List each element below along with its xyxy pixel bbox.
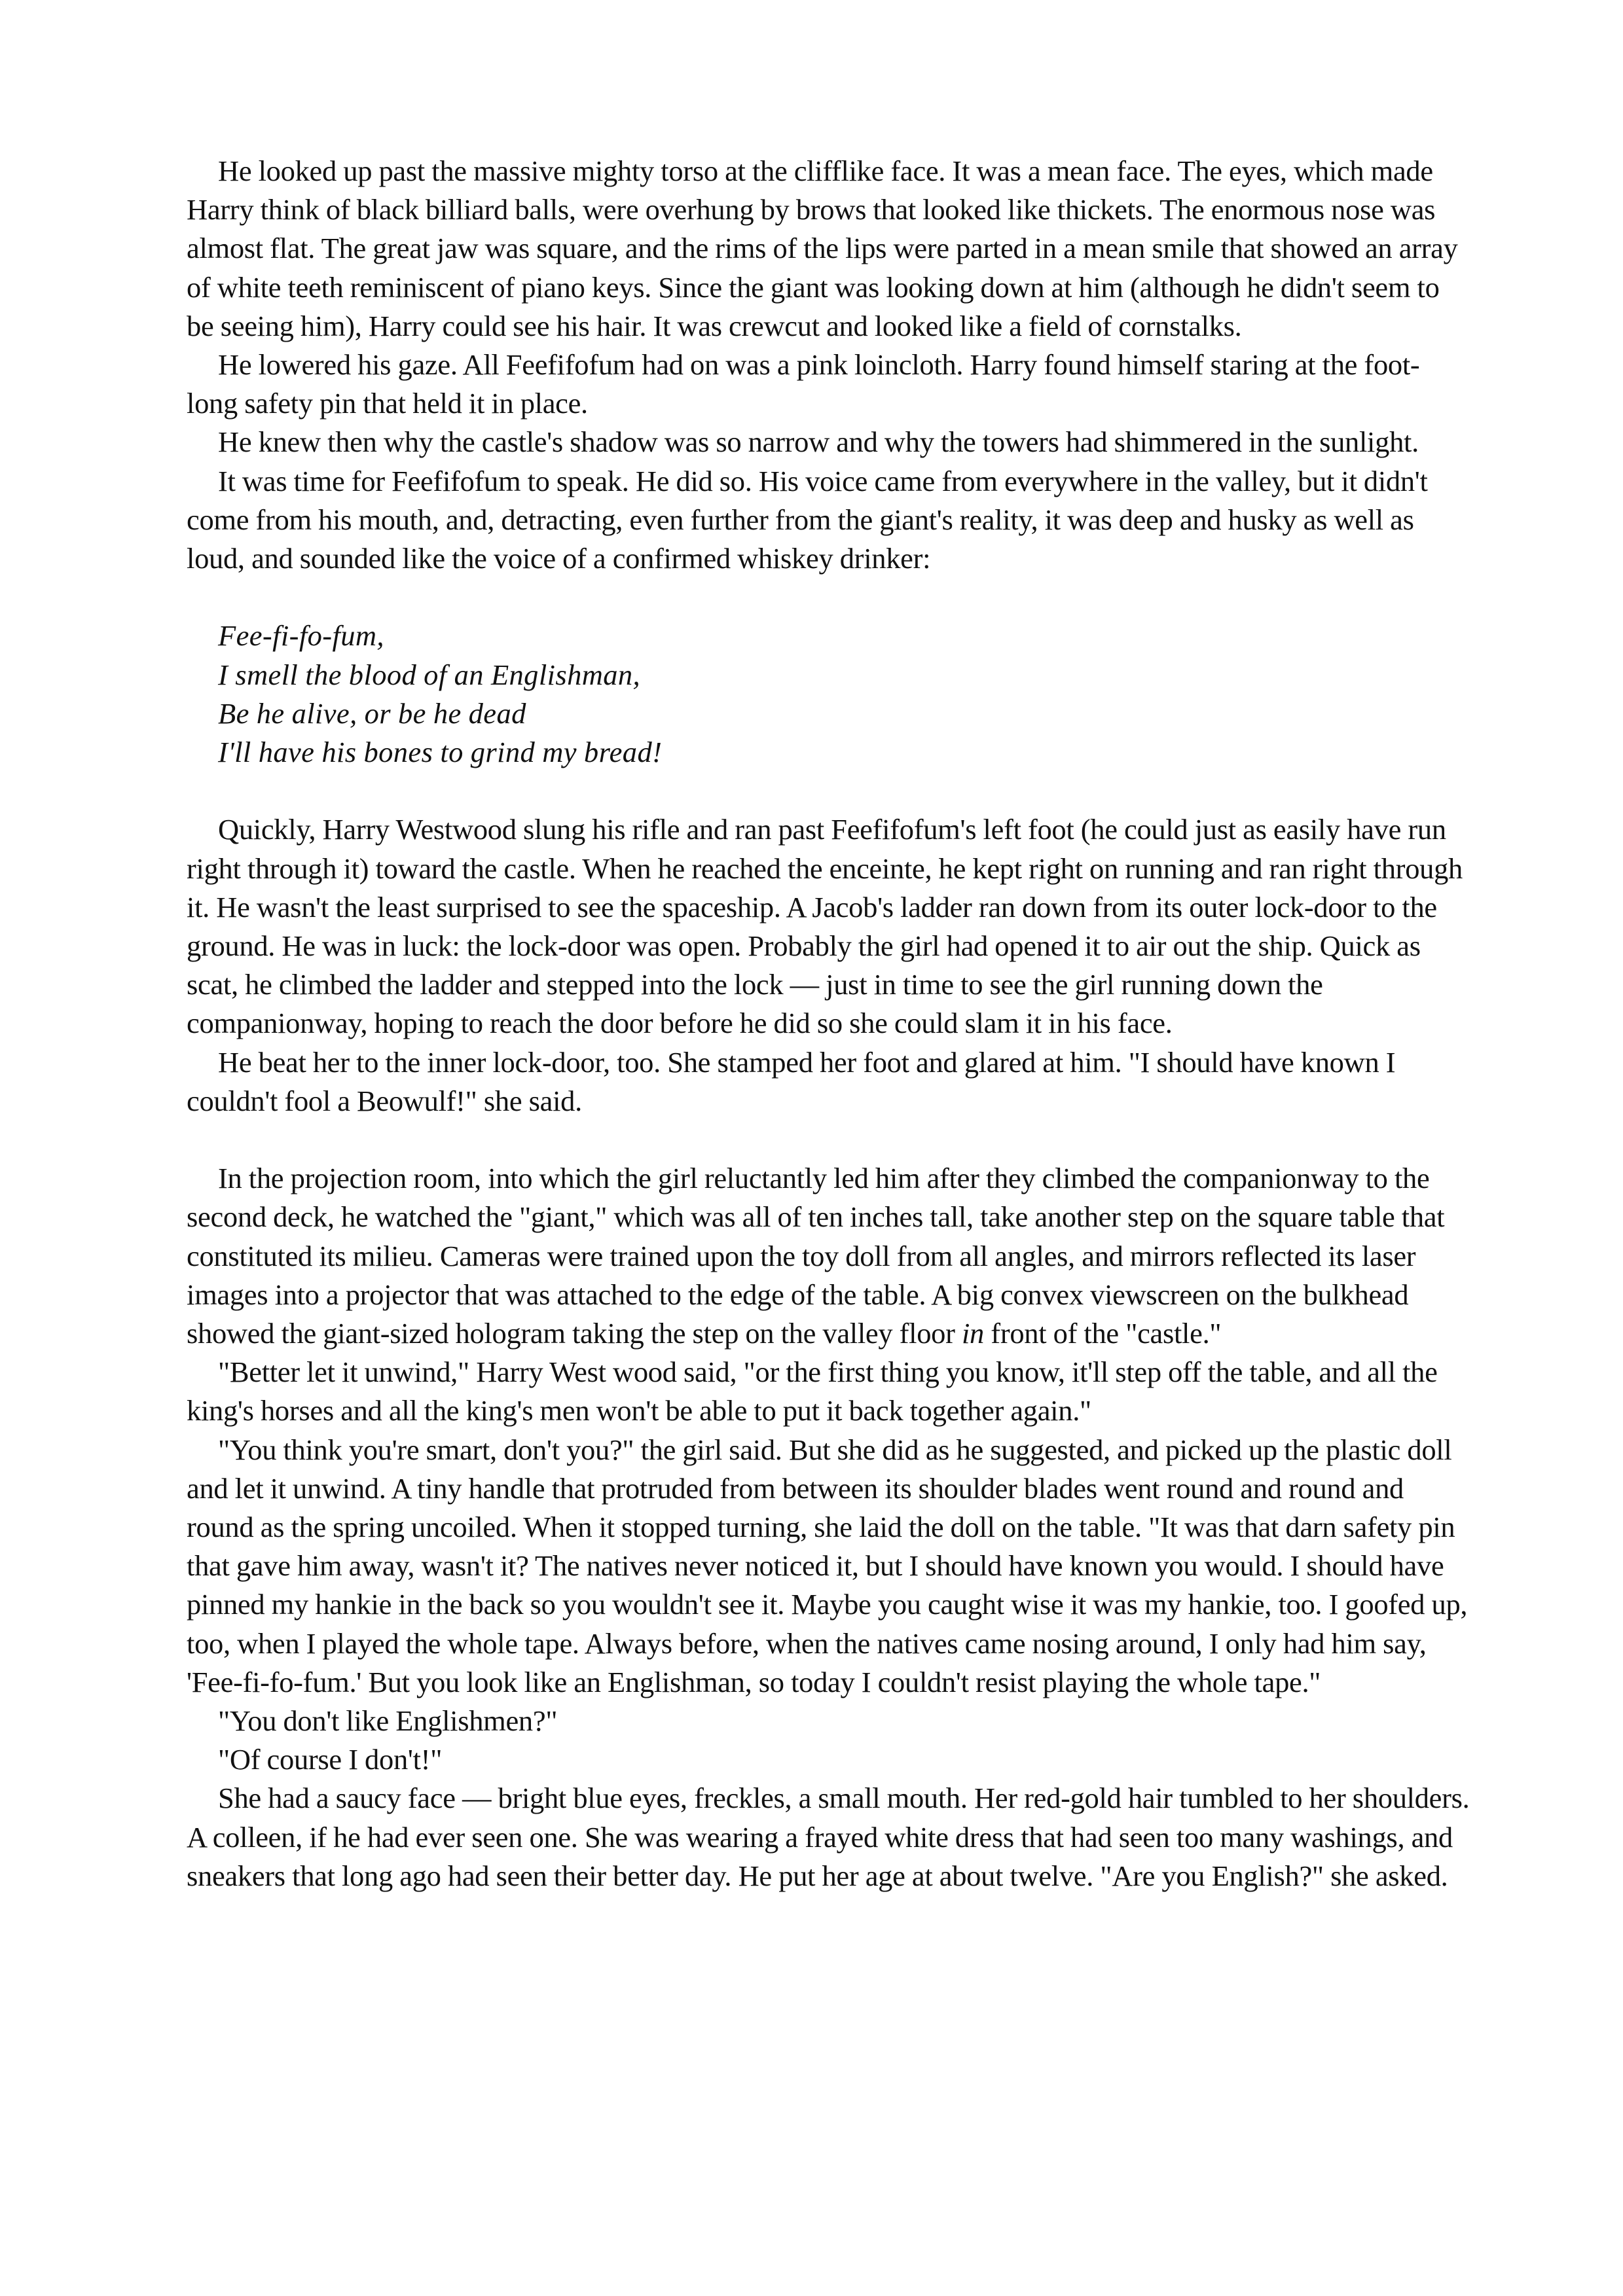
verse-line: I smell the blood of an Englishman, <box>218 658 641 691</box>
projection-text-italic: in <box>961 1317 984 1350</box>
paragraph-giant-speaks: It was time for Feefifofum to speak. He did so. His voice came from everywhere in the valley, but it didn't come from his mouth, and, detracting, even further from the giant's reality, it was deep and husky as well as loud, and sounded like the voice of a confirmed whiskey drinker: <box>187 464 1428 575</box>
paragraph-runs-to-ship: Quickly, Harry Westwood slung his rifle and ran past Feefifofum's left foot (he could just as easily have run right through it) toward the castle. When he reached the enceinte, he kept right on running and ran right through it. He wasn't the least surprised to see the spaceship. A Jacob's ladder ran down from its outer lock-door to the ground. He was in luck: the lock-door was open. Probably the girl had opened it to air out the ship. Quick as scat, he climbed the ladder and stepped into the lock — just in time to see the girl running down the companionway, hoping to reach the door before he did so she could slam it in his face. <box>187 813 1463 1040</box>
paragraph-smart: "You think you're smart, don't you?" the girl said. But she did as he suggested, and picked up the plastic doll and let it unwind. A tiny handle that protruded from between its shoulder blades went round and round and round as the spring uncoiled. When it stopped turning, she laid the doll on the table. "It was that darn safety pin that gave him away, wasn't it? The natives never noticed it, but I should have known you would. I should have pinned my hankie in the back so you wouldn't see it. Maybe you caught wise it was my hankie, too. I goofed up, too, when I played the whole tape. Always before, when the natives came nosing around, I only had him say, 'Fee-fi-fo-fum.' But you look like an Englishman, so today I couldn't resist playing the whole tape." <box>187 1433 1468 1698</box>
book-page <box>187 152 1470 1895</box>
paragraph-giant-face: He looked up past the massive mighty torso at the clifflike face. It was a mean face. The eyes, which made Harry think of black billiard balls, were overhung by brows that looked like thickets. The enormous nose was almost flat. The great jaw was square, and the rims of the lips were parted in a mean smile that showed an array of white teeth reminiscent of piano keys. Since the giant was looking down at him (although he didn't seem to be seeing him), Harry could see his hair. It was crewcut and looked like a field of cornstalks. <box>187 154 1458 342</box>
paragraph-loincloth: He lowered his gaze. All Feefifofum had on was a pink loincloth. Harry found himself staring at the foot-long safety pin that held it in place. <box>187 348 1420 420</box>
blank-line <box>187 772 1470 810</box>
verse-block <box>187 617 1470 772</box>
paragraph-castle-shadow: He knew then why the castle's shadow was so narrow and why the towers had shimmered in the sunlight. <box>218 425 1419 459</box>
projection-text-end: front of the "castle." <box>983 1317 1222 1350</box>
verse-line: I'll have his bones to grind my bread! <box>218 736 663 769</box>
projection-text-start: In the projection room, into which the girl reluctantly led him after they climbed the companionway to the second deck, he watched the "giant," which was all of ten inches tall, take another step on the square table that constituted its milieu. Cameras were trained upon the toy doll from all angles, and mirrors reflected its laser images into a projector that was attached to the edge of the table. A big convex viewscreen on the bulkhead showed the giant-sized hologram taking the step on the valley floor <box>187 1162 1445 1350</box>
blank-line <box>187 578 1470 617</box>
paragraph-unwind: "Better let it unwind," Harry West wood said, "or the first thing you know, it'll step off the table, and all the king's horses and all the king's men won't be able to put it back together again." <box>187 1355 1438 1427</box>
paragraph-of-course: "Of course I don't!" <box>218 1743 443 1776</box>
paragraph-projection-room <box>187 1159 1470 1353</box>
paragraph-englishmen-question: "You don't like Englishmen?" <box>218 1704 558 1738</box>
section-break <box>187 1121 1470 1159</box>
verse-line: Fee-fi-fo-fum, <box>218 619 384 653</box>
verse-line: Be he alive, or be he dead <box>218 696 526 730</box>
paragraph-saucy-face: She had a saucy face — bright blue eyes, freckles, a small mouth. Her red-gold hair tumbled to her shoulders. A colleen, if he had ever seen one. She was wearing a frayed white dress that had seen too many washings, and sneakers that long ago had seen their better day. He put her age at about twelve. "Are you English?" she asked. <box>187 1782 1470 1892</box>
paragraph-inner-lock-door: He beat her to the inner lock-door, too. She stamped her foot and glared at him. "I should have known I couldn't fool a Beowulf!" she said. <box>187 1045 1396 1117</box>
